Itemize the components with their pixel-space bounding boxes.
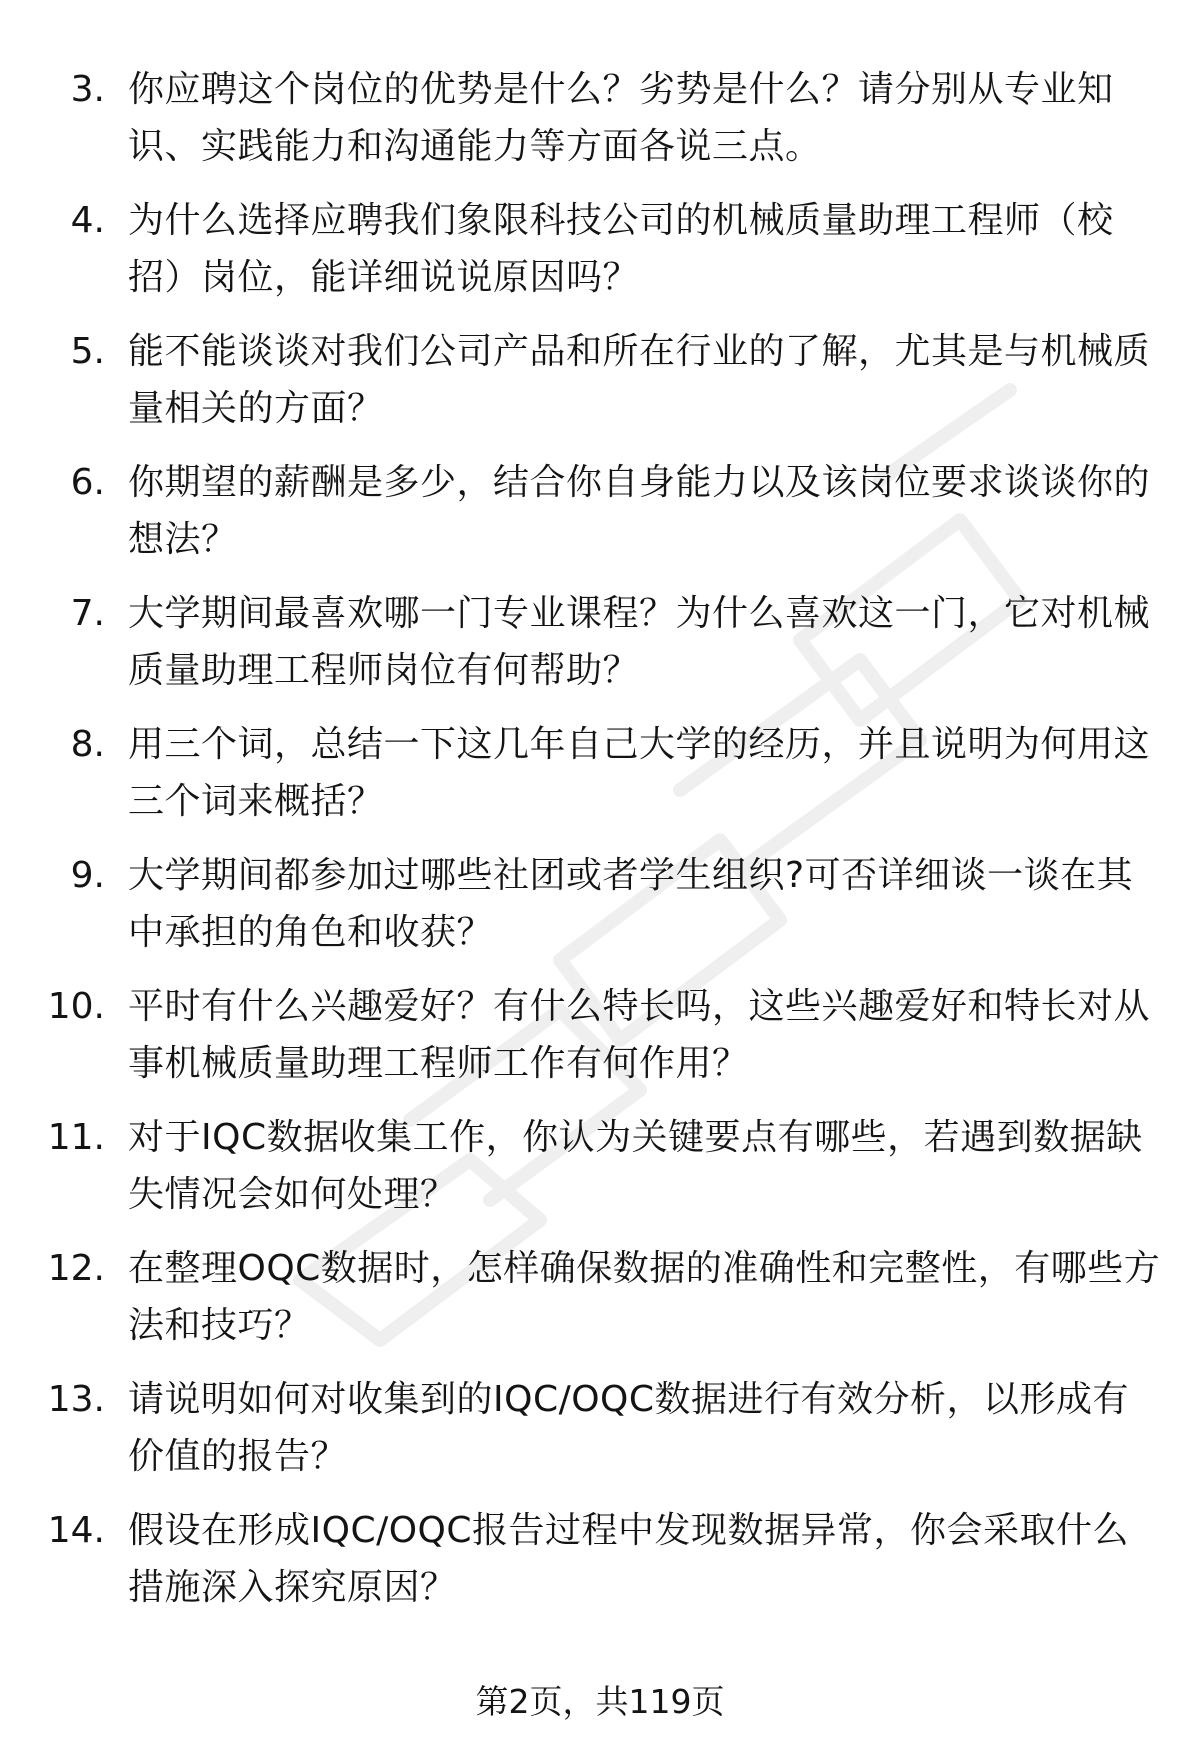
question-text: 你期望的薪酬是多少，结合你自身能力以及该岗位要求谈谈你的想法？ [128, 462, 1151, 560]
question-number: 7. [70, 593, 105, 634]
page-footer: 第2页，共119页 [475, 1682, 725, 1721]
question-item [0, 579, 1200, 710]
question-text: 能不能谈谈对我们公司产品和所在行业的了解，尤其是与机械质量相关的方面？ [128, 331, 1151, 429]
question-item [0, 1234, 1200, 1365]
question-item [0, 317, 1200, 448]
question-item [0, 1496, 1200, 1627]
question-number: 3. [70, 69, 105, 110]
question-number: 14. [47, 1510, 105, 1551]
question-number: 6. [70, 462, 105, 503]
question-number: 8. [70, 724, 105, 765]
question-item [0, 55, 1200, 186]
question-number: 9. [70, 855, 105, 896]
question-item [0, 710, 1200, 841]
question-text: 大学期间最喜欢哪一门专业课程？为什么喜欢这一门，它对机械质量助理工程师岗位有何帮助？ [128, 593, 1151, 691]
question-text: 用三个词，总结一下这几年自己大学的经历，并且说明为何用这三个词来概括？ [128, 724, 1151, 822]
question-item [0, 972, 1200, 1103]
question-number: 4. [70, 200, 105, 241]
question-number: 5. [70, 331, 105, 372]
question-text: 请说明如何对收集到的IQC/OQC数据进行有效分析，以形成有价值的报告？ [128, 1379, 1130, 1477]
question-number: 10. [47, 986, 105, 1027]
question-text: 你应聘这个岗位的优势是什么？劣势是什么？请分别从专业知识、实践能力和沟通能力等方面各说三点。 [128, 69, 1114, 167]
question-item [0, 1365, 1200, 1496]
question-number: 12. [47, 1248, 105, 1289]
question-text: 假设在形成IQC/OQC报告过程中发现数据异常，你会采取什么措施深入探究原因？ [128, 1510, 1130, 1608]
question-item [0, 841, 1200, 972]
question-text: 平时有什么兴趣爱好？有什么特长吗，这些兴趣爱好和特长对从事机械质量助理工程师工作有何作用？ [128, 986, 1151, 1084]
question-item [0, 186, 1200, 317]
question-text: 对于IQC数据收集工作，你认为关键要点有哪些，若遇到数据缺失情况会如何处理？ [128, 1117, 1143, 1215]
question-number: 11. [47, 1117, 105, 1158]
question-text: 为什么选择应聘我们象限科技公司的机械质量助理工程师（校招）岗位，能详细说说原因吗？ [128, 200, 1114, 298]
question-item [0, 448, 1200, 579]
question-list [0, 55, 1200, 1627]
question-text: 大学期间都参加过哪些社团或者学生组织?可否详细谈一谈在其中承担的角色和收获？ [128, 855, 1134, 953]
question-text: 在整理OQC数据时，怎样确保数据的准确性和完整性，有哪些方法和技巧？ [128, 1248, 1161, 1346]
question-number: 13. [47, 1379, 105, 1420]
question-item [0, 1103, 1200, 1234]
